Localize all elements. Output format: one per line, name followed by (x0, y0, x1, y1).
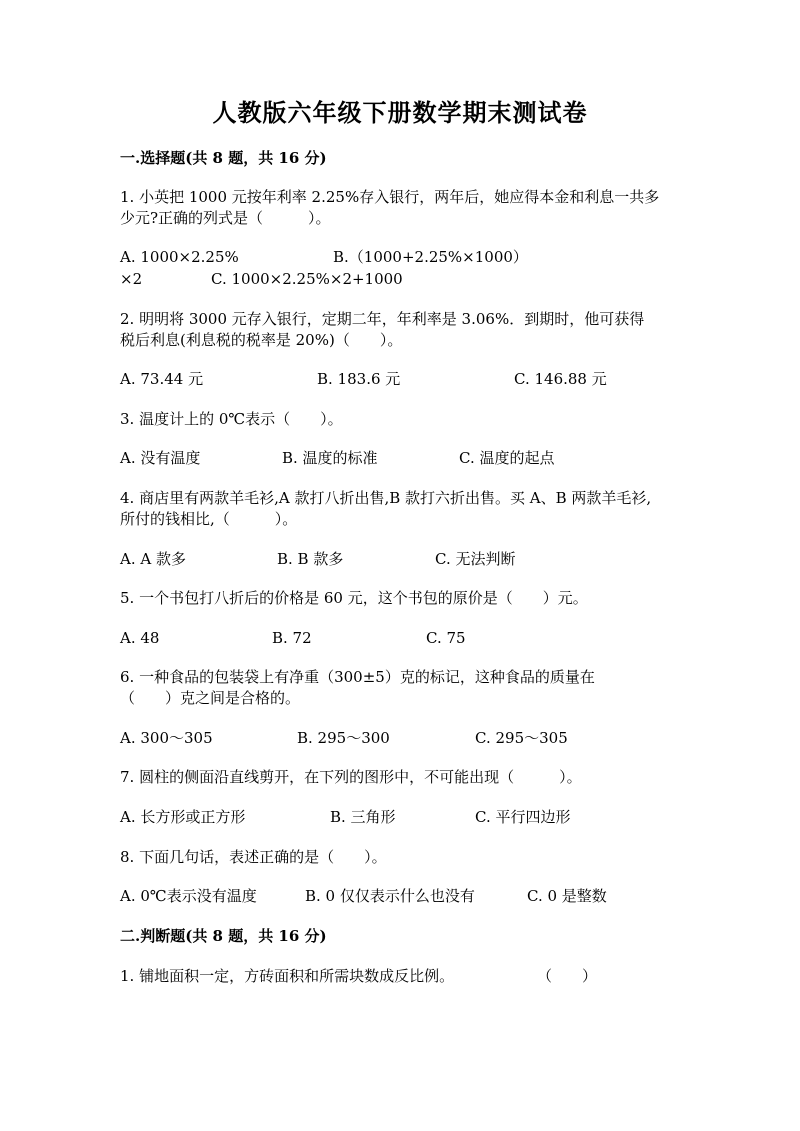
question-6-line-1: 6. 一种食品的包装袋上有净重（300±5）克的标记，这种食品的质量在 (120, 668, 595, 686)
question-5-option-c: C. 75 (426, 629, 466, 647)
question-4-option-c: C. 无法判断 (435, 550, 516, 568)
question-4-option-a: A. A 款多 (120, 550, 186, 568)
judge-question-1-answer-blank[interactable]: （ ） (537, 967, 598, 985)
question-1-option-b: B.（1000+2.25%×1000） (333, 248, 528, 266)
question-7-line-1: 7. 圆柱的侧面沿直线剪开，在下列的图形中，不可能出现（ ）。 (120, 768, 582, 786)
question-6-option-c: C. 295～305 (475, 729, 568, 747)
question-4-line-2: 所付的钱相比,（ ）。 (120, 510, 298, 528)
question-8-option-a: A. 0℃表示没有温度 (120, 887, 257, 905)
question-6-line-2: （ ）克之间是合格的。 (120, 689, 301, 707)
judge-question-1-text: 1. 铺地面积一定，方砖面积和所需块数成反比例。 (120, 967, 455, 985)
section-heading-choice: 一.选择题(共 8 题，共 16 分) (120, 149, 327, 167)
question-3-option-a: A. 没有温度 (120, 449, 201, 467)
question-8-option-c: C. 0 是整数 (527, 887, 607, 905)
question-1-option-a: A. 1000×2.25% (120, 248, 239, 266)
question-3-line-1: 3. 温度计上的 0℃表示（ ）。 (120, 410, 343, 428)
question-7-option-c: C. 平行四边形 (475, 808, 571, 826)
question-3-option-b: B. 温度的标准 (282, 449, 378, 467)
question-5-line-1: 5. 一个书包打八折后的价格是 60 元，这个书包的原价是（ ）元。 (120, 589, 588, 607)
question-2-line-2: 税后利息(利息税的税率是 20%)（ ）。 (120, 331, 403, 349)
question-8-line-1: 8. 下面几句话，表述正确的是（ ）。 (120, 848, 387, 866)
question-4-option-b: B. B 款多 (277, 550, 344, 568)
question-5-option-a: A. 48 (120, 629, 160, 647)
question-1-option-c: C. 1000×2.25%×2+1000 (211, 270, 403, 288)
question-7-option-b: B. 三角形 (330, 808, 396, 826)
question-2-line-1: 2. 明明将 3000 元存入银行，定期二年，年利率是 3.06%．到期时，他可获得 (120, 310, 645, 328)
section-heading-judge: 二.判断题(共 8 题，共 16 分) (120, 927, 327, 945)
question-1-line-1: 1. 小英把 1000 元按年利率 2.25%存入银行，两年后，她应得本金和利息一共多 (120, 188, 660, 206)
question-2-option-a: A. 73.44 元 (120, 370, 204, 388)
question-6-option-b: B. 295～300 (297, 729, 390, 747)
document-title: 人教版六年级下册数学期末测试卷 (212, 98, 588, 127)
question-1-option-b-cont: ×2 (120, 270, 143, 288)
question-3-option-c: C. 温度的起点 (459, 449, 555, 467)
question-8-option-b: B. 0 仅仅表示什么也没有 (305, 887, 475, 905)
question-4-line-1: 4. 商店里有两款羊毛衫,A 款打八折出售,B 款打六折出售。买 A、B 两款羊毛衫, (120, 489, 652, 507)
question-1-line-2: 少元?正确的列式是（ ）。 (120, 209, 331, 227)
question-2-option-c: C. 146.88 元 (514, 370, 607, 388)
question-2-option-b: B. 183.6 元 (317, 370, 401, 388)
question-5-option-b: B. 72 (272, 629, 312, 647)
question-7-option-a: A. 长方形或正方形 (120, 808, 246, 826)
question-6-option-a: A. 300～305 (120, 729, 213, 747)
